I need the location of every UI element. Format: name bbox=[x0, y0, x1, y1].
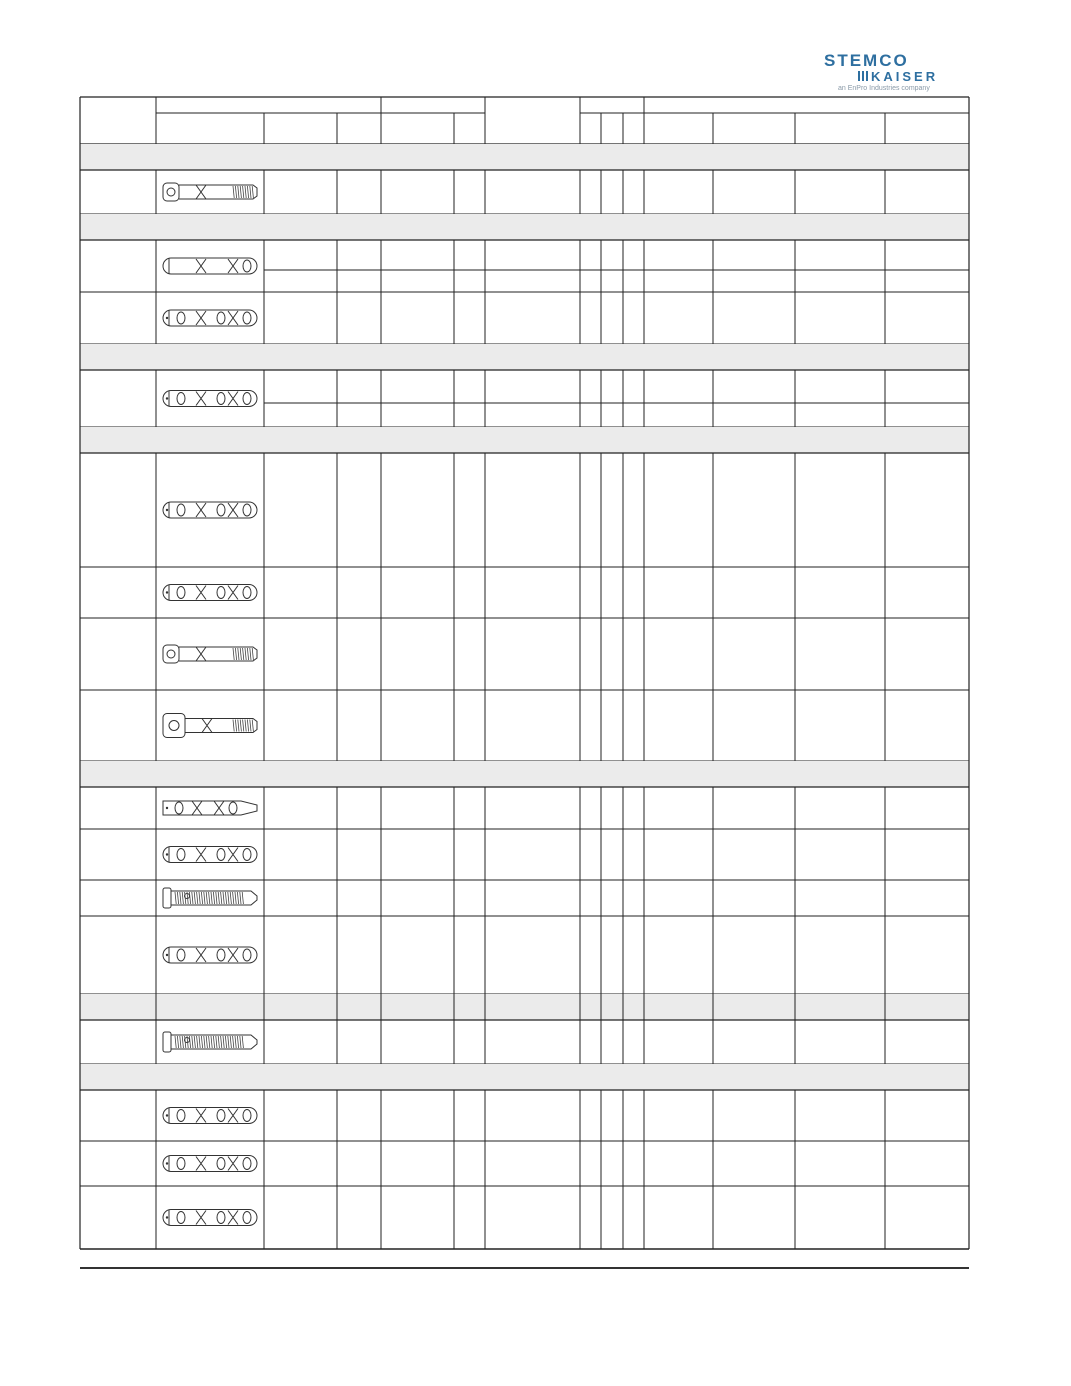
footer-rule bbox=[80, 1267, 969, 1269]
table-section-5 bbox=[80, 994, 969, 1052]
pin-hex-threaded-x-icon bbox=[163, 645, 257, 663]
pin-holes-xx-icon bbox=[163, 1210, 257, 1226]
table-section-0 bbox=[80, 144, 969, 201]
table-row bbox=[163, 714, 257, 738]
table-section-3 bbox=[80, 427, 969, 738]
table-row bbox=[163, 888, 257, 908]
pin-holes-xx-icon bbox=[163, 947, 257, 963]
pin-holes-xx-icon bbox=[163, 585, 257, 601]
pin-holes-xx-icon bbox=[163, 502, 257, 518]
pin-tapered-xx-icon bbox=[163, 801, 257, 815]
pin-fully-threaded-icon bbox=[163, 1032, 257, 1052]
table-section-2 bbox=[80, 344, 969, 407]
pin-holes-xx-icon bbox=[163, 847, 257, 863]
section-heading-band bbox=[80, 344, 969, 370]
pin-holes-xx-icon bbox=[163, 1108, 257, 1124]
table-row bbox=[163, 1032, 257, 1052]
pin-holes-xx-icon bbox=[163, 1156, 257, 1172]
table-row bbox=[163, 502, 257, 518]
table-row bbox=[163, 310, 257, 326]
table-row bbox=[163, 947, 257, 963]
logo-kaiser-text: KAISER bbox=[871, 69, 939, 84]
pin-holes-xx-icon bbox=[163, 391, 257, 407]
pin-headed-threaded-x-icon bbox=[163, 183, 257, 201]
table-row bbox=[163, 183, 257, 201]
logo-tagline: an EnPro Industries company bbox=[838, 85, 930, 92]
section-heading-band bbox=[80, 214, 969, 240]
table-row bbox=[163, 258, 257, 274]
table-row bbox=[163, 585, 257, 601]
table-section-4 bbox=[80, 761, 969, 963]
table-row bbox=[163, 1210, 257, 1226]
logo-stemco-text: STEMCO bbox=[824, 52, 909, 70]
table-row bbox=[163, 801, 257, 815]
table-section-6 bbox=[80, 1064, 969, 1226]
table-row bbox=[163, 1108, 257, 1124]
section-heading-band bbox=[80, 761, 969, 787]
table-row bbox=[163, 847, 257, 863]
pin-holes-xx-icon bbox=[163, 310, 257, 326]
pin-fully-threaded-icon bbox=[163, 888, 257, 908]
section-heading-band bbox=[80, 427, 969, 453]
pin-plain-xx-icon bbox=[163, 258, 257, 274]
section-heading-band bbox=[80, 994, 969, 1020]
section-heading-band bbox=[80, 144, 969, 170]
table-row bbox=[163, 1156, 257, 1172]
section-heading-band bbox=[80, 1064, 969, 1090]
pin-hex-threaded-x-large-icon bbox=[163, 714, 257, 738]
table-row bbox=[163, 391, 257, 407]
table-row bbox=[163, 645, 257, 663]
